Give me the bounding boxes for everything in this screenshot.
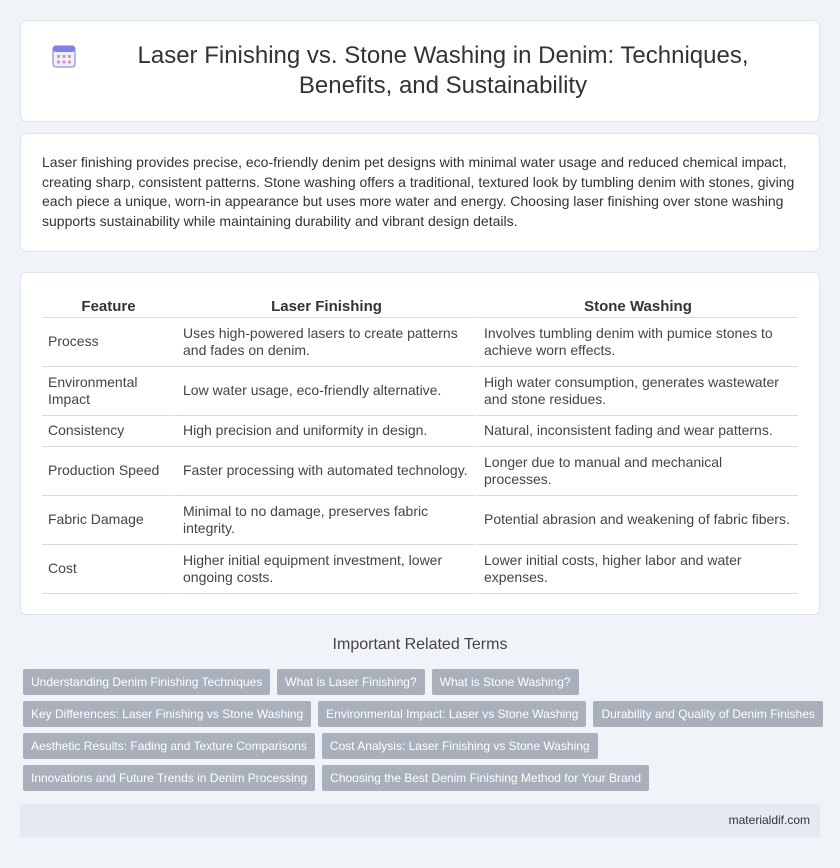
table-header-row bbox=[42, 293, 798, 318]
related-terms-list bbox=[23, 669, 823, 797]
table-row bbox=[42, 447, 798, 496]
column-header-laser: Laser Finishing bbox=[175, 293, 476, 318]
feature-cell: Consistency bbox=[42, 416, 175, 447]
stone-cell: Potential abrasion and weakening of fabric fibers. bbox=[476, 496, 798, 545]
stone-cell: Involves tumbling denim with pumice stones to achieve worn effects. bbox=[476, 318, 798, 367]
feature-cell: Process bbox=[42, 318, 175, 367]
stone-cell: Lower initial costs, higher labor and water expenses. bbox=[476, 545, 798, 594]
laser-cell: Higher initial equipment investment, lower ongoing costs. bbox=[175, 545, 476, 594]
table-row bbox=[42, 496, 798, 545]
table-row bbox=[42, 367, 798, 416]
related-term-tag[interactable]: Cost Analysis: Laser Finishing vs Stone Washing bbox=[322, 733, 598, 759]
related-term-tag[interactable]: What is Laser Finishing? bbox=[277, 669, 424, 695]
feature-cell: Environmental Impact bbox=[42, 367, 175, 416]
page-title: Laser Finishing vs. Stone Washing in Denim: Techniques, Benefits, and Sustainability bbox=[137, 42, 749, 99]
table-row bbox=[42, 416, 798, 447]
header-card bbox=[20, 20, 820, 122]
footer bbox=[20, 804, 820, 837]
related-term-tag[interactable]: Environmental Impact: Laser vs Stone Washing bbox=[318, 701, 586, 727]
laser-cell: High precision and uniformity in design. bbox=[175, 416, 476, 447]
calendar-icon bbox=[51, 43, 77, 69]
laser-cell: Uses high-powered lasers to create patterns and fades on denim. bbox=[175, 318, 476, 367]
related-term-tag[interactable]: What is Stone Washing? bbox=[432, 669, 579, 695]
related-term-tag[interactable]: Understanding Denim Finishing Techniques bbox=[23, 669, 270, 695]
footer-site-link[interactable]: materialdif.com bbox=[728, 813, 810, 827]
laser-cell: Minimal to no damage, preserves fabric integrity. bbox=[175, 496, 476, 545]
feature-cell: Production Speed bbox=[42, 447, 175, 496]
laser-cell: Low water usage, eco-friendly alternative. bbox=[175, 367, 476, 416]
table-row bbox=[42, 318, 798, 367]
feature-cell: Cost bbox=[42, 545, 175, 594]
stone-cell: Longer due to manual and mechanical processes. bbox=[476, 447, 798, 496]
column-header-stone: Stone Washing bbox=[476, 293, 798, 318]
laser-cell: Faster processing with automated technology. bbox=[175, 447, 476, 496]
table-row bbox=[42, 545, 798, 594]
column-header-feature: Feature bbox=[42, 293, 175, 318]
related-terms-title: Important Related Terms bbox=[332, 636, 508, 653]
stone-cell: Natural, inconsistent fading and wear patterns. bbox=[476, 416, 798, 447]
related-term-tag[interactable]: Choosing the Best Denim Finishing Method for Your Brand bbox=[322, 765, 649, 791]
related-term-tag[interactable]: Durability and Quality of Denim Finishes bbox=[593, 701, 822, 727]
related-term-tag[interactable]: Innovations and Future Trends in Denim Processing bbox=[23, 765, 315, 791]
comparison-table bbox=[42, 293, 798, 594]
summary-text: Laser finishing provides precise, eco-friendly denim pet designs with minimal water usage and reduced chemical impact, creating sharp, consistent patterns. Stone washing offers a traditional, textured look by tumbling denim with stones, giving each piece a unique, worn-in appearance but uses more water and energy. Choosing laser finishing over stone washing supports sustainability while maintaining durability and vibrant design details. bbox=[42, 154, 795, 229]
related-term-tag[interactable]: Key Differences: Laser Finishing vs Stone Washing bbox=[23, 701, 311, 727]
feature-cell: Fabric Damage bbox=[42, 496, 175, 545]
stone-cell: High water consumption, generates wastewater and stone residues. bbox=[476, 367, 798, 416]
related-term-tag[interactable]: Aesthetic Results: Fading and Texture Comparisons bbox=[23, 733, 315, 759]
comparison-table-card bbox=[20, 272, 820, 615]
summary-card bbox=[20, 133, 820, 252]
